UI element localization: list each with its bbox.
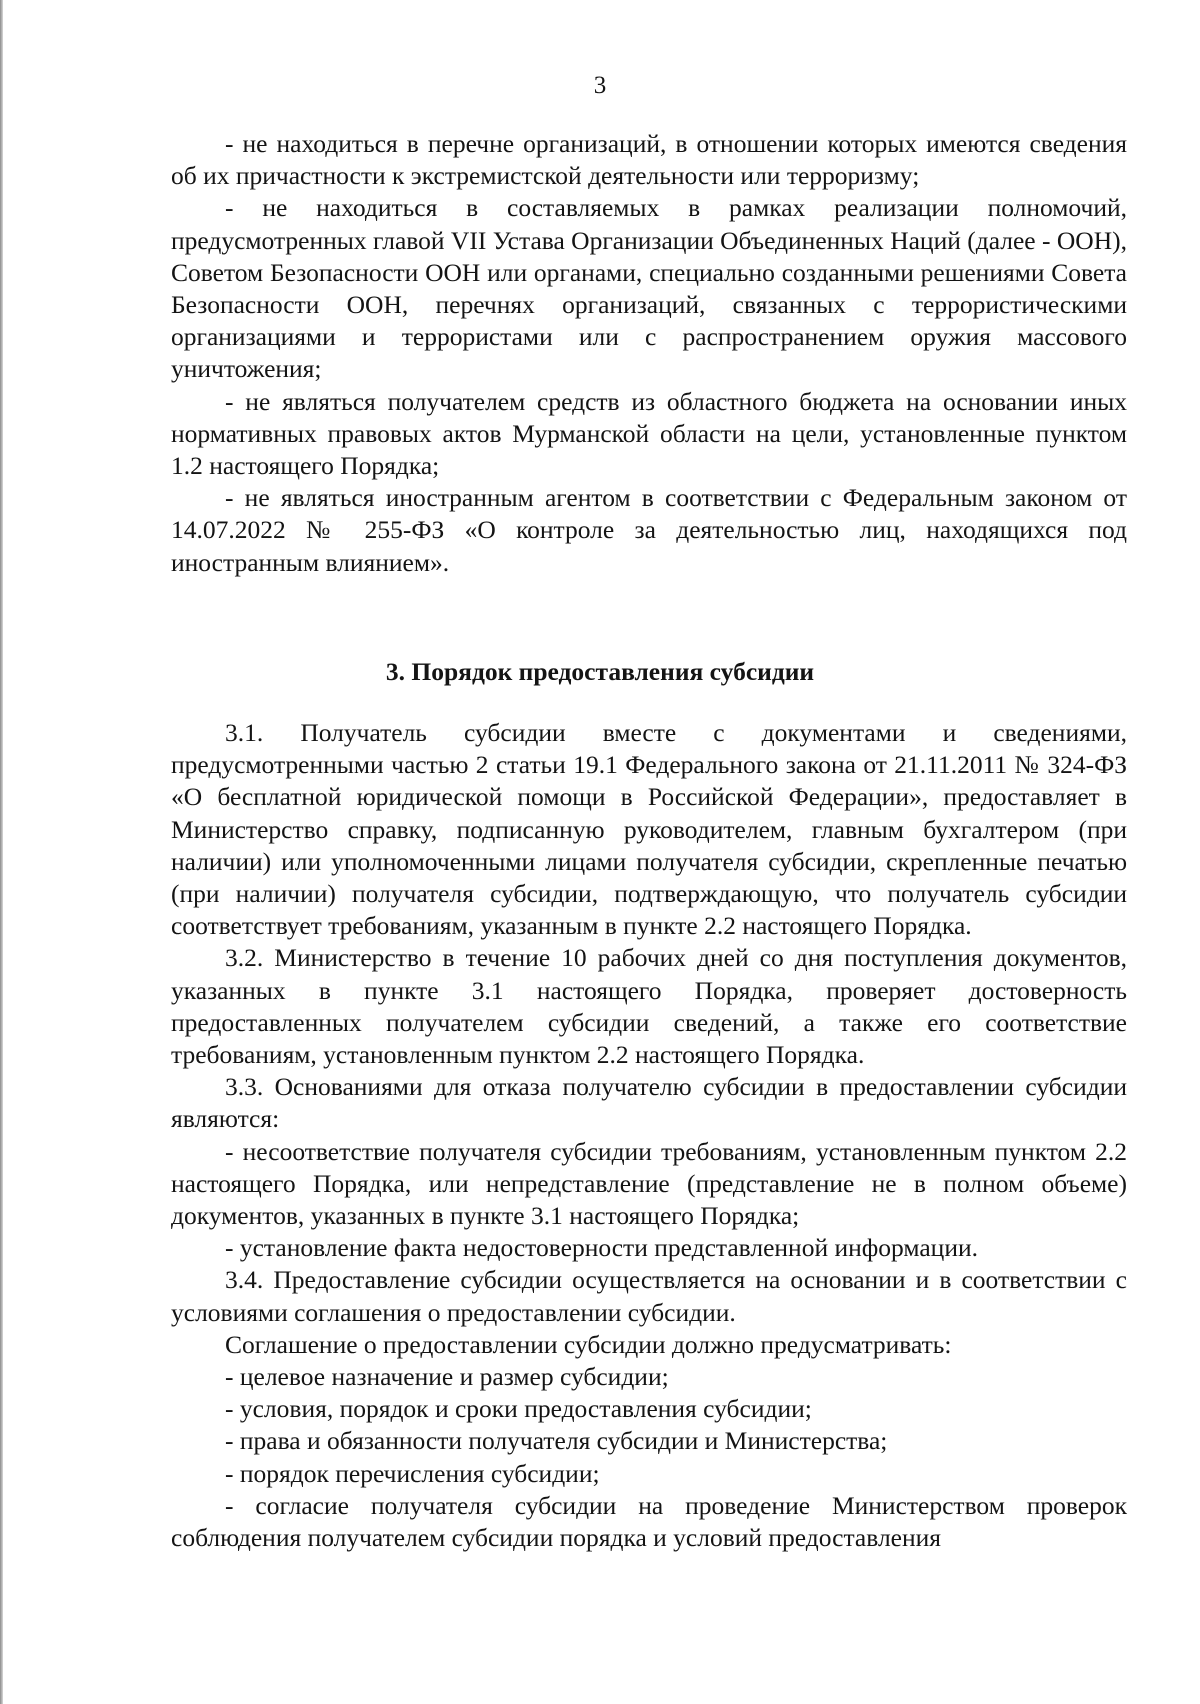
- requirements-list: [171, 128, 1127, 579]
- section-3-body: [171, 717, 1127, 1554]
- paragraph-un-lists: - не находиться в составляемых в рамках реализации полномочий, предусмотренных главой VII Устава Организации Объединенных Наций (далее - ООН), Советом Безопасности ООН или органами, специально созданными решениями Совета Безопасности ООН, перечнях организаций, связанных с террористическими организациями и террористами или с распространением оружия массового уничтожения;: [171, 193, 1127, 384]
- section-heading: 3. Порядок предоставления субсидии: [385, 657, 815, 686]
- paragraph-foreign-agent: - не являться иностранным агентом в соответствии с Федеральным законом от 14.07.2022 № 255-ФЗ «О контроле за деятельностью лиц, находящихся под иностранным влиянием».: [171, 483, 1127, 577]
- paragraph-3-2: 3.2. Министерство в течение 10 рабочих дней со дня поступления документов, указанных в пункте 3.1 настоящего Порядка, проверяет достоверность предоставленных получателем субсидии сведений, а также его соответствие требованиям, установленным пунктом 2.2 настоящего Порядка.: [171, 943, 1127, 1070]
- paragraph-extremism-list: - не находиться в перечне организаций, в отношении которых имеются сведения об их причастности к экстремистской деятельности или терроризму;: [171, 129, 1127, 191]
- agreement-item-purpose: - целевое назначение и размер субсидии;: [225, 1362, 669, 1392]
- paragraph-3-3: 3.3. Основаниями для отказа получателю субсидии в предоставлении субсидии являются:: [171, 1072, 1127, 1134]
- paragraph-other-budget-funds: - не являться получателем средств из областного бюджета на основании иных нормативных правовых актов Мурманской области на цели, установленные пунктом 1.2 настоящего Порядка;: [171, 386, 1127, 481]
- agreement-intro: Соглашение о предоставлении субсидии должно предусматривать:: [225, 1329, 952, 1359]
- paragraph-3-4: 3.4. Предоставление субсидии осуществляется на основании и в соответствии с условиями соглашения о предоставлении субсидии.: [171, 1265, 1127, 1327]
- refusal-ground-noncompliance: - несоответствие получателя субсидии требованиям, установленным пунктом 2.2 настоящего Порядка, или непредставление (представление не в полном объеме) документов, указанных в пункте 3.1 настоящего Порядка;: [171, 1136, 1127, 1231]
- page-number: 3: [593, 72, 607, 99]
- scan-edge-shadow: [0, 0, 3, 1704]
- agreement-item-conditions: - условия, порядок и сроки предоставления субсидии;: [225, 1394, 812, 1424]
- agreement-item-consent: - согласие получателя субсидии на проведение Министерством проверок соблюдения получателем субсидии порядка и условий предоставления: [171, 1490, 1127, 1553]
- agreement-item-rights: - права и обязанности получателя субсидии и Министерства;: [225, 1426, 888, 1456]
- refusal-ground-false-info: - установление факта недостоверности представленной информации.: [225, 1233, 978, 1263]
- paragraph-3-1: 3.1. Получатель субсидии вместе с документами и сведениями, предусмотренными частью 2 статьи 19.1 Федерального закона от 21.11.2011 № 324-ФЗ «О бесплатной юридической помощи в Российской Федерации», предоставляет в Министерство справку, подписанную руководителем, главным бухгалтером (при наличии) или уполномоченными лицами получателя субсидии, скрепленные печатью (при наличии) получателя субсидии, подтверждающую, что получатель субсидии соответствует требованиям, указанным в пункте 2.2 настоящего Порядка.: [171, 718, 1127, 941]
- agreement-item-transfer: - порядок перечисления субсидии;: [225, 1458, 600, 1488]
